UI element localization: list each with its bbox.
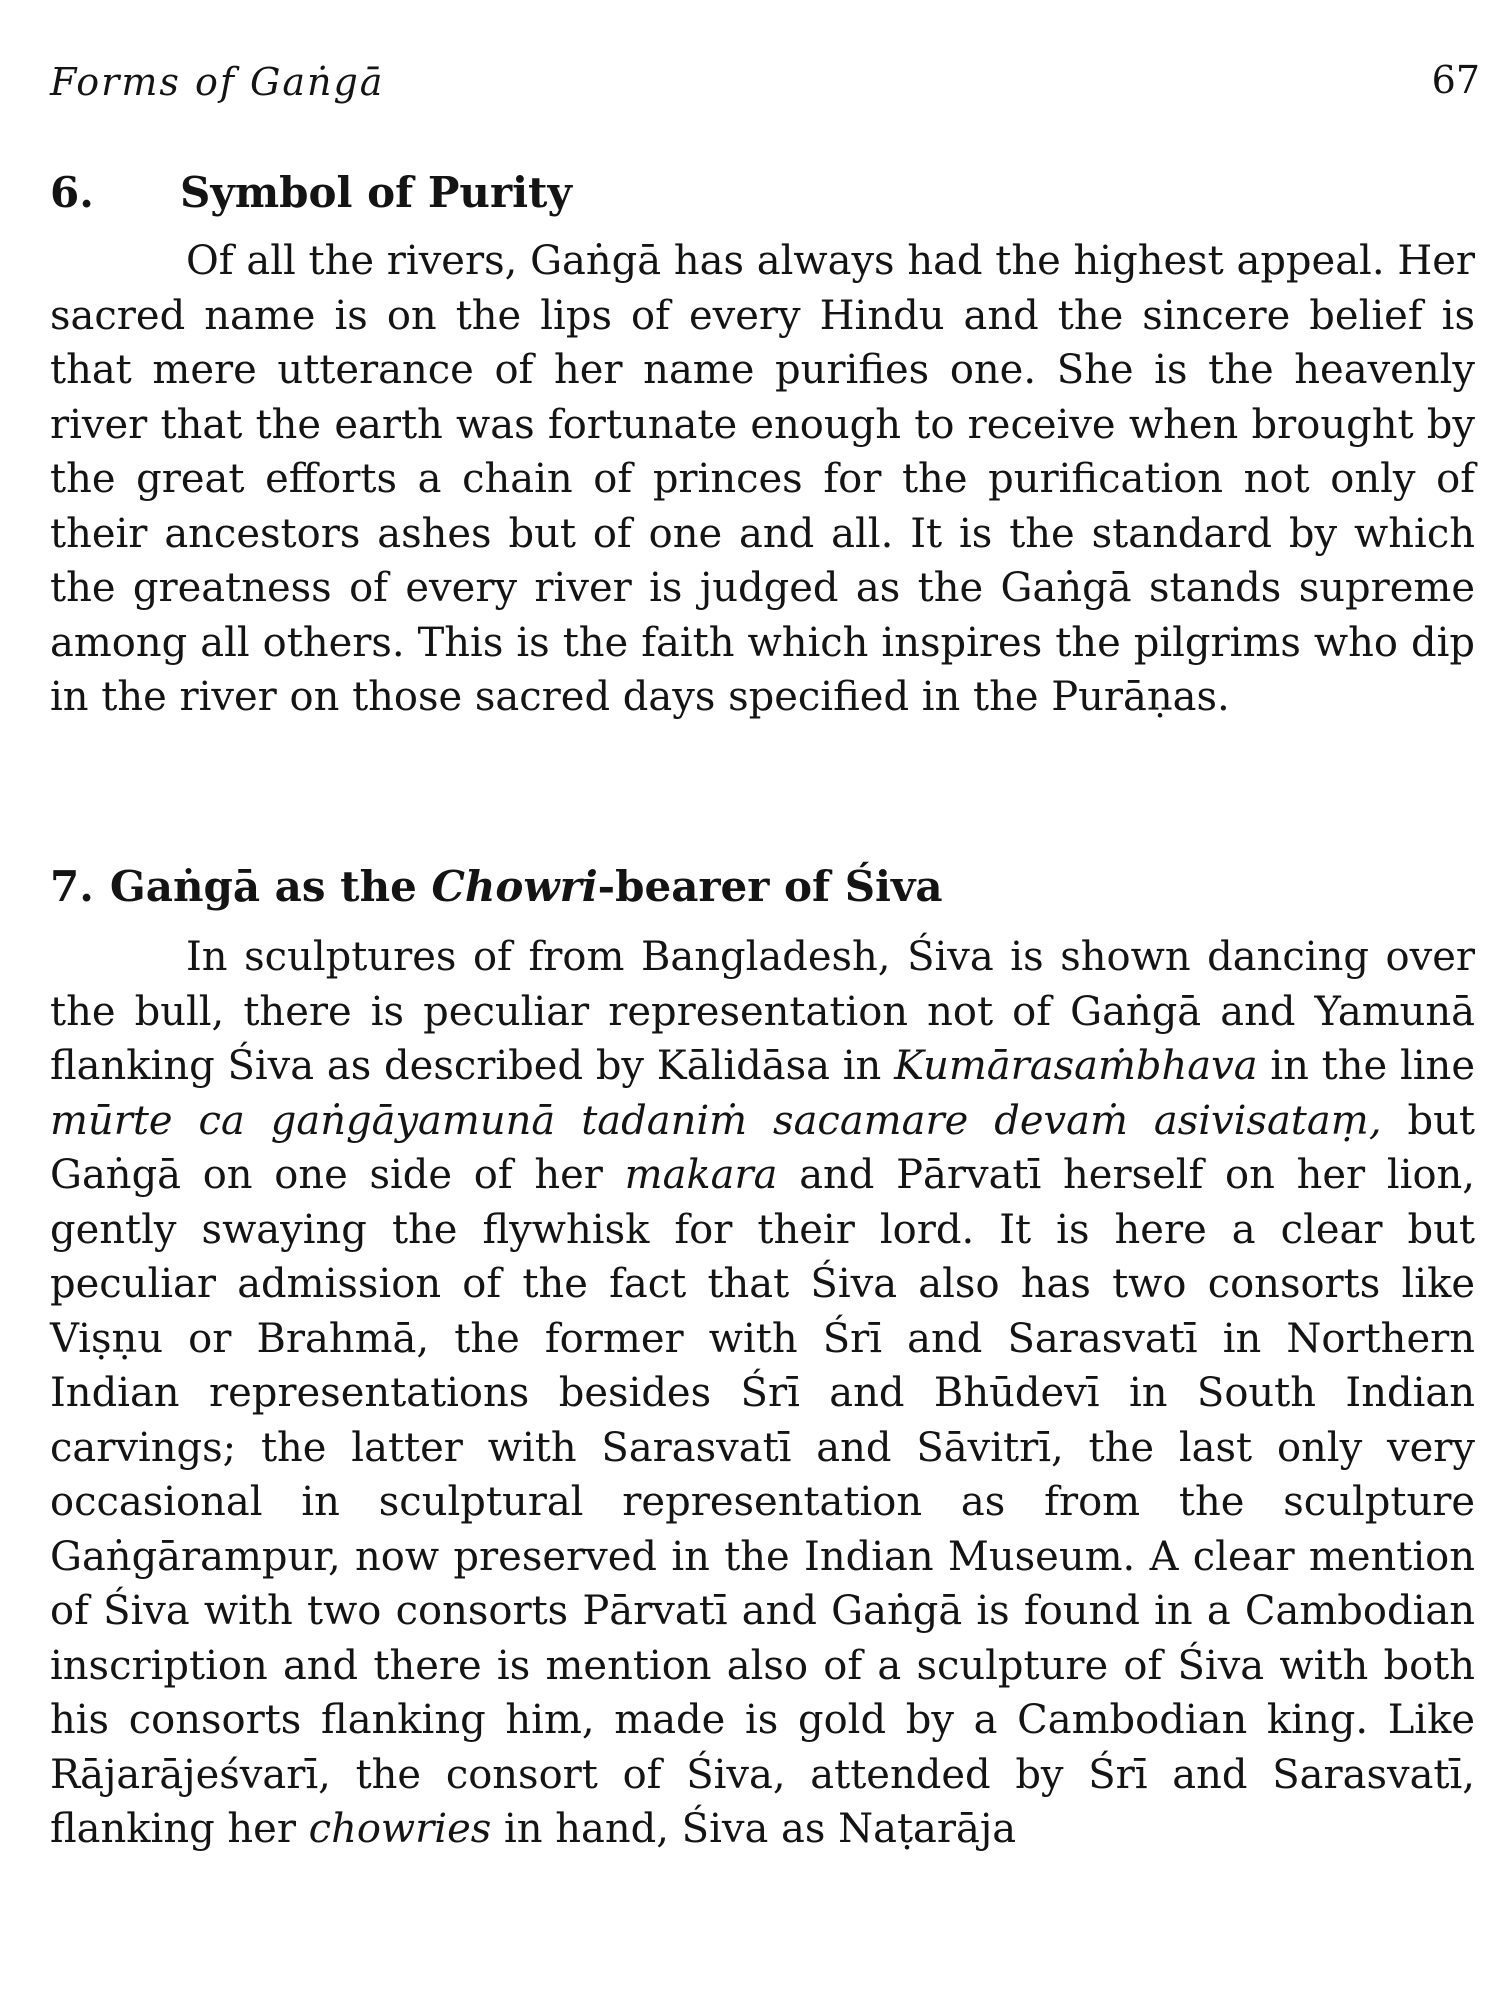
text-segment: In sculptures of from Bangladesh, Śiva is shown dancing over the bull, there is peculiar representation not of Gaṅgā and Yamunā flanking Śiva as described by Kālidāsa in — [50, 934, 1475, 1089]
section-title: Symbol of Purity — [180, 168, 572, 217]
section-title-part: Gaṅgā as the — [109, 862, 432, 911]
paragraph-chowri-bearer — [50, 930, 1475, 1857]
section-number: 7. — [50, 862, 94, 911]
text-segment: in the line — [1257, 1043, 1475, 1089]
section-title-part: -bearer of Śiva — [597, 862, 943, 911]
italic-term: makara — [624, 1152, 778, 1198]
page-number: 67 — [1431, 58, 1480, 102]
running-title: Forms of Gaṅgā — [50, 60, 385, 104]
paragraph-symbol-of-purity: Of all the rivers, Gaṅgā has always had the highest appeal. Her sacred name is on the lips of every Hindu and the sincere belief is that mere utterance of her name purifies one. She is the heavenly river that the earth was fortunate enough to receive when brought by the great efforts a chain of princes for the purification not only of their ancestors ashes but of one and all. It is the standard by which the greatness of every river is judged as the Gaṅgā stands supreme among all others. This is the faith which inspires the pilgrims who dip in the river on those sacred days specified in the Purāṇas. — [50, 238, 1475, 720]
text-segment: in hand, Śiva as Naṭarāja — [491, 1806, 1017, 1852]
italic-term: Kumārasaṁbhava — [894, 1043, 1258, 1089]
text-segment: and Pārvatī herself on her lion, gently swaying the flywhisk for their lord. It is here a clear but peculiar admission of the fact that Śiva also has two consorts like Viṣṇu or Brahmā, the former with Śrī and Sarasvatī in Northern Indian representations besides Śrī and Bhūdevī in South Indian carvings; the latter with Sarasvatī and Sāvitrī, the last only very occasional in sculptural representation as from the sculpture Gaṅgārampur, now preserved in the Indian Museum. A clear mention of Śiva with two consorts Pārvatī and Gaṅgā is found in a Cambodian inscription and there is mention also of a sculpture of Śiva with both his consorts flanking him, made is gold by a Cambodian king. Like Rājarājeśvarī, the consort of Śiva, attended by Śrī and Sarasvatī, flanking her — [50, 1152, 1476, 1852]
section-heading-6 — [50, 168, 572, 217]
section-number: 6. — [50, 168, 94, 217]
italic-quote: mūrte ca gaṅgāyamunā tadaniṁ sacamare devaṁ asivisataṃ, — [50, 1097, 1382, 1144]
section-title-italic: Chowri — [431, 862, 598, 911]
text-segment: but Gaṅgā on one side of her — [50, 1097, 1475, 1198]
section-heading-7 — [50, 862, 943, 911]
italic-term: chowries — [308, 1806, 492, 1852]
